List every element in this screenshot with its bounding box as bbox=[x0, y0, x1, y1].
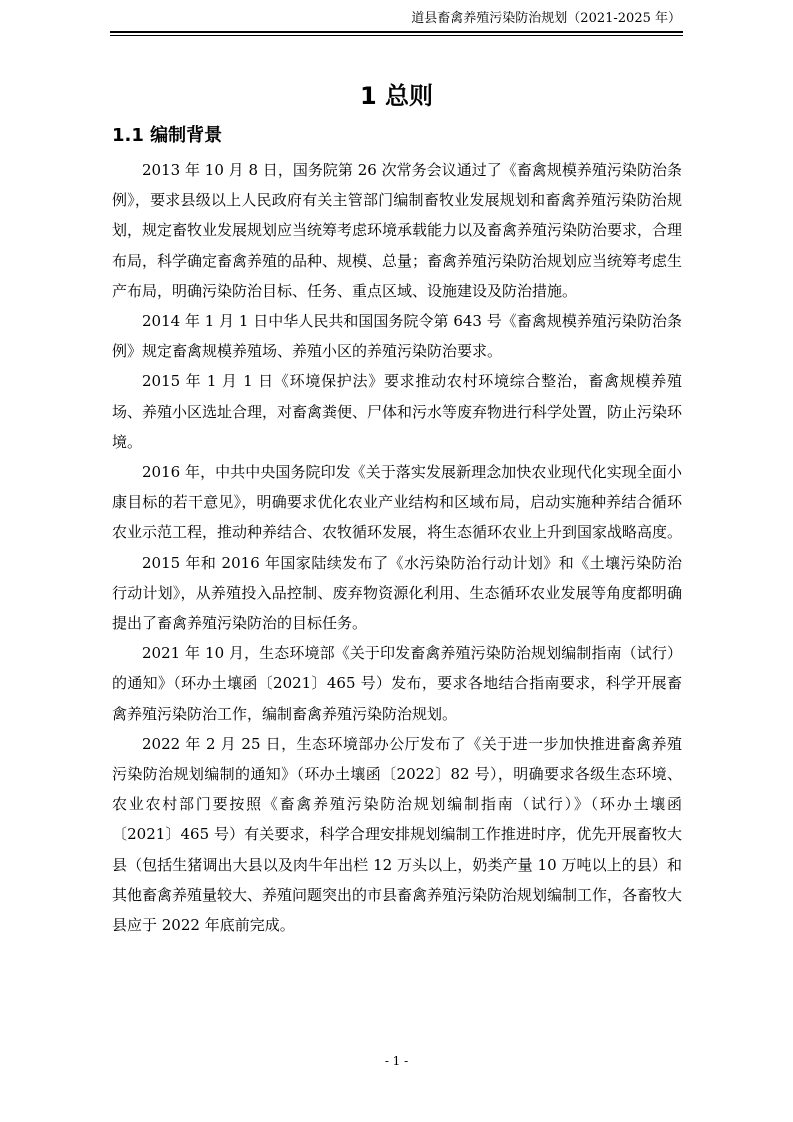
header-title: 道县畜禽养殖污染防治规划（2021-2025 年） bbox=[411, 11, 681, 26]
paragraph: 2016 年，中共中央国务院印发《关于落实发展新理念加快农业现代化实现全面小康目标的若干意见》，明确要求优化农业产业结构和区域布局，启动实施种养结合循环农业示范工程，推动种养结合、农牧循环发展，将生态循环农业上升到国家战略高度。 bbox=[112, 463, 683, 542]
chapter-title: 1 总则 bbox=[359, 82, 434, 110]
section-title: 1.1 编制背景 bbox=[112, 125, 223, 146]
paragraph: 2014 年 1 月 1 日中华人民共和国国务院令第 643 号《畜禽规模养殖污染防治条例》规定畜禽规模养殖场、养殖小区的养殖污染防治要求。 bbox=[112, 312, 682, 361]
paragraph: 2022 年 2 月 25 日，生态环境部办公厅发布了《关于进一步加快推进畜禽养殖污染防治规划编制的通知》（环办土壤函〔2022〕82 号），明确要求各级生态环境、农业农村部门要按照《畜禽养殖污染防治规划编制指南（试行）》（环办土壤函〔2021〕465 号）有关要求，科学合理安排规划编制工作推进时序，优先开展畜牧大县（包括生猪调出大县以及肉牛年出栏 12 万头以上，奶类产量 10 万吨以上的县）和其他畜禽养殖量较大、养殖问题突出的市县畜禽养殖污染防治规划编制工作，各畜牧大县应于 2022 年底前完成。 bbox=[112, 734, 683, 935]
paragraph: 2015 年 1 月 1 日《环境保护法》要求推动农村环境综合整治，畜禽规模养殖场、养殖小区选址合理，对畜禽粪便、尸体和污水等废弃物进行科学处置，防止污染环境。 bbox=[112, 372, 683, 451]
header-rule-thin bbox=[110, 35, 683, 36]
page-number: - 1 - bbox=[384, 1054, 409, 1068]
body-text bbox=[112, 155, 682, 940]
paragraph: 2021 年 10 月，生态环境部《关于印发畜禽养殖污染防治规划编制指南（试行）的通知》（环办土壤函〔2021〕465 号）发布，要求各地结合指南要求，科学开展畜禽养殖污染防治工作，编制畜禽养殖污染防治规划。 bbox=[112, 644, 682, 723]
paragraph: 2015 年和 2016 年国家陆续发布了《水污染防治行动计划》和《土壤污染防治行动计划》，从养殖投入品控制、废弃物资源化利用、生态循环农业发展等角度都明确提出了畜禽养殖污染防治的目标任务。 bbox=[112, 553, 682, 633]
paragraph: 2013 年 10 月 8 日，国务院第 26 次常务会议通过了《畜禽规模养殖污染防治条例》，要求县级以上人民政府有关主管部门编制畜牧业发展规划和畜禽养殖污染防治规划，规定畜牧业发展规划应当统筹考虑环境承载能力以及畜禽养殖污染防治要求，合理布局，科学确定畜禽养殖的品种、规模、总量；畜禽养殖污染防治规划应当统筹考虑生产布局，明确污染防治目标、任务、重点区域、设施建设及防治措施。 bbox=[112, 161, 683, 300]
header-rule-thick bbox=[110, 31, 683, 33]
